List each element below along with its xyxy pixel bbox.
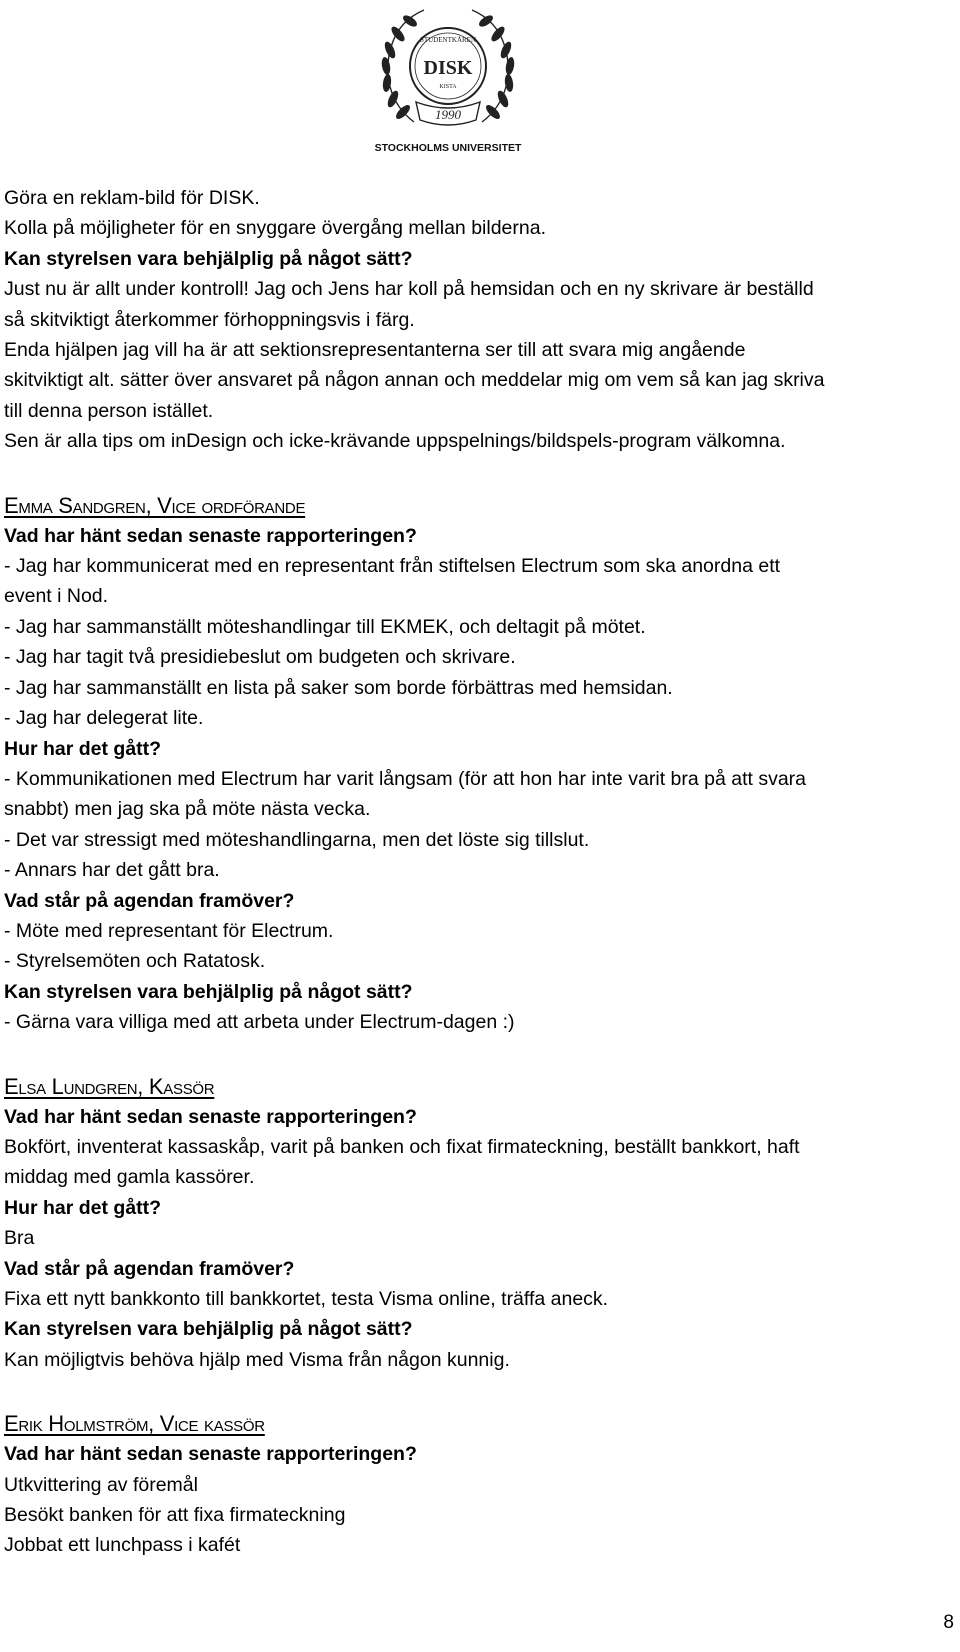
body-text-line: Kolla på möjligheter för en snyggare övergång mellan bilderna. [4, 217, 546, 240]
body-text-line: - Möte med representant för Electrum. [4, 919, 334, 942]
question-heading: Kan styrelsen vara behjälplig på något sätt? [4, 247, 413, 270]
report-section [4, 491, 954, 1038]
report-section [4, 1072, 954, 1376]
body-text-line: Just nu är allt under kontroll! Jag och Jens har koll på hemsidan och en ny skrivare är beställd [4, 278, 814, 301]
body-text-line: - Styrelsemöten och Ratatosk. [4, 950, 266, 973]
body-text-line: Sen är alla tips om inDesign och icke-krävande uppspelnings/bildspels-program välkomna. [4, 430, 786, 453]
section-spacer [4, 1375, 954, 1405]
question-heading: Hur har det gått? [4, 1196, 162, 1219]
body-text-line: snabbt) men jag ska på möte nästa vecka. [4, 798, 371, 821]
body-text-line: Enda hjälpen jag vill ha är att sektionsrepresentanterna ser till att svara mig angående [4, 339, 746, 362]
body-text-line: så skitviktigt återkommer förhoppningsvis i färg. [4, 308, 415, 331]
question-heading: Vad står på agendan framöver? [4, 889, 295, 912]
document-body [4, 183, 954, 1561]
disk-logo [368, 4, 528, 160]
svg-text:STUDENTKÅREN: STUDENTKÅREN [420, 36, 476, 44]
report-section [4, 1409, 954, 1561]
question-heading: Hur har det gått? [4, 737, 162, 760]
svg-text:DISK: DISK [423, 57, 473, 79]
question-heading: Kan styrelsen vara behjälplig på något sätt? [4, 1318, 413, 1341]
body-text-line: Utkvittering av föremål [4, 1473, 198, 1496]
svg-text:1990: 1990 [435, 107, 461, 122]
svg-text:KISTA: KISTA [439, 84, 457, 90]
body-text-line: Bokfört, inventerat kassaskåp, varit på banken och fixat firmateckning, beställt bankkort, haft [4, 1135, 800, 1158]
body-text-line: - Annars har det gått bra. [4, 859, 220, 882]
body-text-line: - Jag har delegerat lite. [4, 707, 204, 730]
body-text-line: middag med gamla kassörer. [4, 1166, 255, 1189]
section-heading: Erik Holmström, Vice kassör [4, 1411, 265, 1437]
body-text-line: event i Nod. [4, 585, 109, 608]
page-number: 8 [943, 1612, 954, 1633]
intro-block [4, 183, 954, 457]
body-text-line: Bra [4, 1227, 35, 1250]
body-text-line: - Kommunikationen med Electrum har varit långsam (för att hon har inte varit bra på att svara [4, 767, 807, 790]
body-text-line: - Det var stressigt med möteshandlingarna, men det löste sig tillslut. [4, 828, 590, 851]
svg-text:STOCKHOLMS UNIVERSITET: STOCKHOLMS UNIVERSITET [374, 142, 522, 154]
body-text-line: - Gärna vara villiga med att arbeta under Electrum-dagen :) [4, 1011, 515, 1034]
question-heading: Vad har hänt sedan senaste rapporteringen? [4, 1443, 417, 1466]
question-heading: Vad har hänt sedan senaste rapporteringen? [4, 524, 417, 547]
body-text-line: Kan möjligtvis behöva hjälp med Visma från någon kunnig. [4, 1348, 510, 1371]
body-text-line: - Jag har sammanställt en lista på saker som borde förbättras med hemsidan. [4, 676, 673, 699]
body-text-line: Göra en reklam-bild för DISK. [4, 187, 260, 209]
section-heading: Emma Sandgren, Vice ordförande [4, 492, 306, 518]
body-text-line: till denna person istället. [4, 399, 214, 422]
body-text-line: - Jag har sammanställt möteshandlingar till EKMEK, och deltagit på mötet. [4, 615, 646, 638]
question-heading: Vad har hänt sedan senaste rapporteringen? [4, 1105, 417, 1128]
body-text-line: - Jag har tagit två presidiebeslut om budgeten och skrivare. [4, 646, 516, 669]
body-text-line: skitviktigt alt. sätter över ansvaret på någon annan och meddelar mig om vem så kan jag skriva [4, 369, 825, 392]
body-text-line: - Jag har kommunicerat med en representant från stiftelsen Electrum som ska anordna ett [4, 555, 781, 578]
question-heading: Vad står på agendan framöver? [4, 1257, 295, 1280]
section-spacer [4, 457, 954, 487]
report-sections [4, 457, 954, 1561]
section-spacer [4, 1038, 954, 1068]
body-text-line: Besökt banken för att fixa firmateckning [4, 1504, 346, 1527]
body-text-line: Fixa ett nytt bankkonto till bankkortet, testa Visma online, träffa aneck. [4, 1288, 609, 1310]
section-heading: Elsa Lundgren, Kassör [4, 1073, 215, 1099]
question-heading: Kan styrelsen vara behjälplig på något sätt? [4, 980, 413, 1003]
body-text-line: Jobbat ett lunchpass i kafét [4, 1534, 241, 1557]
